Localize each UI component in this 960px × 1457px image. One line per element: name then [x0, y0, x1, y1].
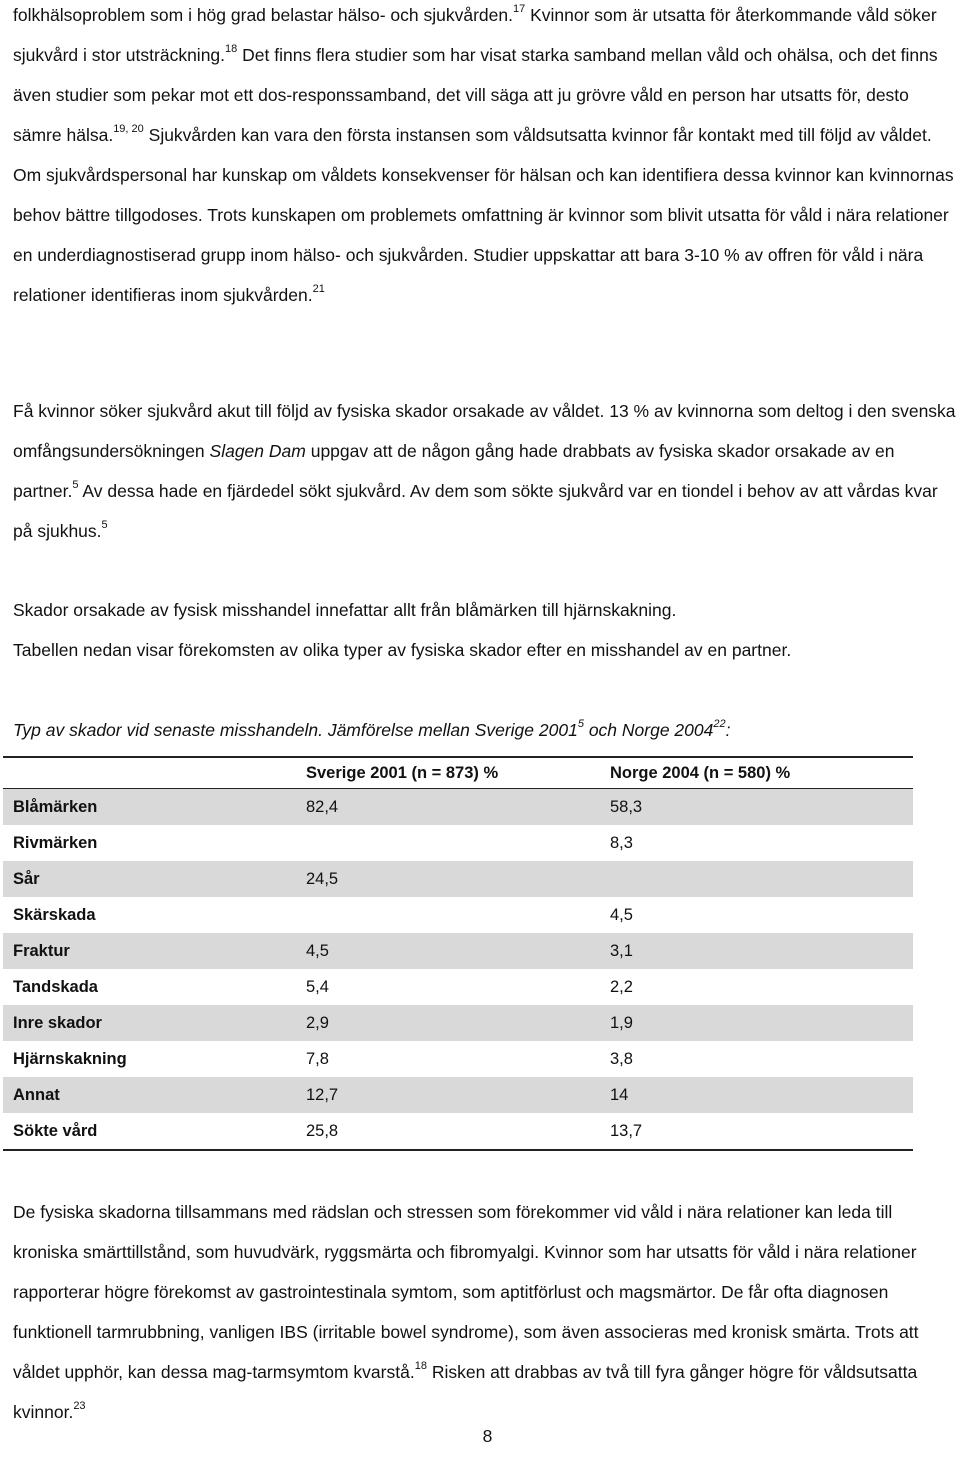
text-run: Risken att drabbas av två till fyra gånger högre för våldsutsatta kvinnor.: [13, 1362, 918, 1422]
text-run: Av dessa hade en fjärdedel sökt sjukvård. Av dem som sökte sjukvård var en tiondel i behov av att vårdas kvar på sjukhus.: [13, 481, 938, 541]
text-run: Typ av skador vid senaste misshandeln. Jämförelse mellan Sverige 2001: [13, 720, 578, 740]
table-row: [3, 1113, 913, 1150]
reference-superscript: 5: [101, 519, 108, 532]
table-cell: 2,9: [296, 1005, 600, 1041]
row-label: Blåmärken: [3, 789, 296, 826]
table-cell: 3,8: [610, 1049, 633, 1068]
table-cell: 4,5: [296, 933, 600, 969]
table-cell: 4,5: [610, 905, 633, 924]
study-title-italic: Slagen Dam: [209, 441, 306, 461]
row-label: Sökte vård: [3, 1113, 296, 1150]
text-run: De fysiska skadorna tillsammans med rädslan och stressen som förekommer vid våld i nära relationer kan leda till kroniska smärttillstånd, som huvudvärk, ryggsmärta och fibromyalgi. Kvinnor som har utsatts för våld i nära relationer rapporterar högre förekomst av gastrointestinala symtom, som aptitförlust och magsmärtor. De får ofta diagnosen funktionell tarmrubbning, vanligen IBS (irritable bowel syndrome), som även associeras med kronisk smärta. Trots att våldet upphör, kan dessa mag-tarmsymtom kvarstå.: [13, 1202, 919, 1382]
text-run: Sjukvården kan vara den första instansen som våldsutsatta kvinnor får kontakt med till följd av våldet. Om sjukvårdspersonal har kunskap om våldets konsekvenser för hälsan och kan identifiera dessa kvinnor kan kvinnornas behov bättre tillgodoses. Trots kunskapen om problemets omfattning är kvinnor som blivit utsatta för våld i nära relationer en underdiagnostiserad grupp inom hälso- och sjukvården. Studier uppskattar att bara 3-10 % av offren för våld i nära relationer identifieras inom sjukvården.: [13, 125, 954, 305]
injury-table: [3, 756, 913, 1151]
reference-superscript: 21: [312, 283, 325, 296]
table-cell: 82,4: [296, 789, 600, 826]
table-header-cell: [3, 757, 296, 789]
text-run: Få kvinnor söker sjukvård akut till följd av fysiska skador orsakade av våldet. 13 % av kvinnorna som deltog i den svenska omfångsundersökningen: [13, 401, 956, 461]
row-label: Sår: [3, 861, 296, 897]
table-cell: 24,5: [296, 861, 600, 897]
text-run: Skador orsakade av fysisk misshandel innefattar allt från blåmärken till hjärnskakning.: [13, 600, 677, 620]
body-paragraph-physical-injuries: [13, 391, 958, 551]
table-row: [3, 1041, 913, 1077]
table-cell: 25,8: [296, 1113, 600, 1150]
body-paragraph-chronic-pain: [13, 1192, 958, 1432]
table-header-cell: Sverige 2001 (n = 873) %: [296, 757, 600, 789]
row-label: Annat: [3, 1077, 296, 1113]
reference-superscript: 18: [414, 1360, 427, 1373]
table-caption: [13, 710, 730, 750]
table-row: [3, 861, 913, 897]
row-label: Hjärnskakning: [13, 1049, 127, 1068]
row-label: Tandskada: [13, 977, 98, 996]
reference-superscript: 22: [713, 718, 726, 731]
table-row: [3, 789, 913, 826]
table-header-row: [3, 757, 913, 789]
table-cell: [600, 861, 913, 897]
table-cell: 5,4: [306, 977, 329, 996]
text-run: och Norge 2004: [583, 720, 714, 740]
reference-superscript: 5: [72, 479, 79, 492]
text-run: Kvinnor som är utsatta för återkommande våld söker sjukvård i stor utsträckning.: [13, 5, 937, 65]
text-run: Det finns flera studier som har visat starka samband mellan våld och ohälsa, och det finns även studier som pekar mot ett dos-responssamband, det vill säga att ju grövre våld en person har utsatts för, desto sämre hälsa.: [13, 45, 938, 145]
table-cell: 12,7: [296, 1077, 600, 1113]
table-cell: 13,7: [600, 1113, 913, 1150]
table-cell: 3,1: [600, 933, 913, 969]
text-run: uppgav att de någon gång hade drabbats av fysiska skador orsakade av en partner.: [13, 441, 895, 501]
table-header-cell: Norge 2004 (n = 580) %: [600, 757, 913, 789]
reference-superscript: 23: [73, 1400, 86, 1413]
table-cell: 7,8: [306, 1049, 329, 1068]
row-label: Fraktur: [3, 933, 296, 969]
table-row: [3, 933, 913, 969]
body-paragraph-table-intro: [13, 590, 958, 670]
table-cell: [296, 897, 600, 933]
table-cell: 58,3: [600, 789, 913, 826]
table-cell: [296, 825, 600, 861]
row-label: Rivmärken: [13, 833, 98, 852]
body-paragraph-health-consequences: [13, 0, 958, 315]
text-run: :: [725, 720, 731, 740]
reference-superscript: 18: [225, 43, 238, 56]
table-row: [3, 969, 913, 1005]
reference-superscript: 19, 20: [113, 123, 144, 136]
table-row: [3, 1077, 913, 1113]
table-cell: 8,3: [610, 833, 633, 852]
table-cell: 14: [600, 1077, 913, 1113]
table-row: [3, 825, 913, 861]
reference-superscript: 5: [577, 718, 584, 731]
text-run: Tabellen nedan visar förekomsten av olika typer av fysiska skador efter en misshandel av en partner.: [13, 640, 792, 660]
table-cell: 2,2: [610, 977, 633, 996]
text-run: folkhälsoproblem som i hög grad belastar hälso- och sjukvården.: [13, 5, 513, 25]
row-label: Inre skador: [3, 1005, 296, 1041]
table-row: [3, 897, 913, 933]
page-number: 8: [482, 1426, 493, 1446]
table-row: [3, 1005, 913, 1041]
reference-superscript: 17: [513, 3, 526, 16]
row-label: Skärskada: [13, 905, 96, 924]
table-cell: 1,9: [600, 1005, 913, 1041]
